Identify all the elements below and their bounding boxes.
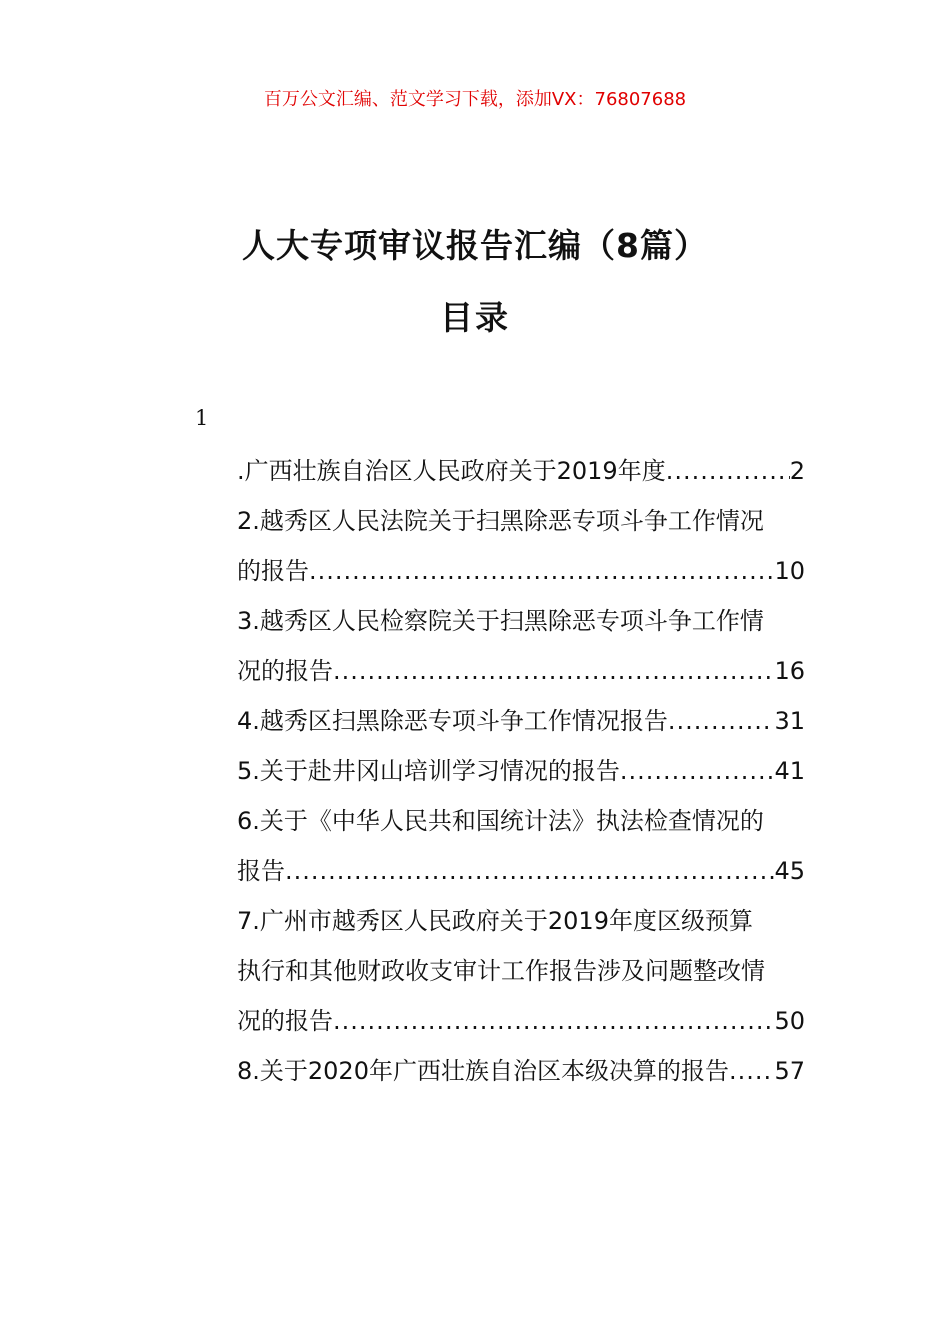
toc-leader-dots — [333, 996, 774, 1046]
toc-entry-text: 况的报告 — [237, 657, 333, 685]
toc-page-number: 57 — [774, 1057, 805, 1085]
toc-entry-7[interactable] — [237, 896, 805, 1046]
toc-entry-3[interactable] — [237, 596, 805, 696]
toc-page-number: 45 — [774, 857, 805, 885]
toc-heading: 目录 — [440, 298, 510, 337]
toc-entry-text: 2.越秀区人民法院关于扫黑除恶专项斗争工作情况 — [237, 507, 764, 535]
toc-entry-text: 8.关于2020年广西壮族自治区本级决算的报告 — [237, 1057, 729, 1085]
toc-leader-dots — [285, 846, 774, 896]
toc-entry-1[interactable] — [237, 446, 805, 496]
toc-page-number: 2 — [789, 457, 805, 485]
toc-entry-text: .广西壮族自治区人民政府关于2019年度 — [237, 457, 666, 485]
toc-entry-text: 况的报告 — [237, 1007, 333, 1035]
toc-leader-dots — [620, 746, 775, 796]
toc-page-number: 31 — [774, 707, 805, 735]
table-of-contents — [237, 446, 805, 1096]
toc-page-number: 16 — [774, 657, 805, 685]
toc-page-number: 50 — [774, 1007, 805, 1035]
toc-entry-text: 7.广州市越秀区人民政府关于2019年度区级预算 — [237, 907, 753, 935]
toc-page-number: 41 — [774, 757, 805, 785]
toc-leader-dots — [309, 546, 774, 596]
toc-leader-dots — [729, 1046, 774, 1096]
document-title: 人大专项审议报告汇编（8篇） — [242, 226, 708, 265]
toc-entry-5[interactable] — [237, 746, 805, 796]
toc-entry-4[interactable] — [237, 696, 805, 746]
toc-entry-2[interactable] — [237, 496, 805, 596]
toc-page-number: 10 — [774, 557, 805, 585]
toc-entry-6[interactable] — [237, 796, 805, 896]
toc-entry-text: 执行和其他财政收支审计工作报告涉及问题整改情 — [237, 957, 765, 985]
toc-leader-dots — [666, 446, 790, 496]
toc-leader-dots — [668, 696, 775, 746]
page-number-marker: 1 — [195, 406, 209, 430]
toc-entry-text: 5.关于赴井冈山培训学习情况的报告 — [237, 757, 620, 785]
toc-entry-8[interactable] — [237, 1046, 805, 1096]
toc-leader-dots — [333, 646, 774, 696]
toc-entry-text: 的报告 — [237, 557, 309, 585]
toc-entry-text: 6.关于《中华人民共和国统计法》执法检查情况的 — [237, 807, 764, 835]
toc-entry-text: 4.越秀区扫黑除恶专项斗争工作情况报告 — [237, 707, 668, 735]
header-note: 百万公文汇编、范文学习下载，添加VX：76807688 — [263, 89, 687, 110]
toc-entry-text: 3.越秀区人民检察院关于扫黑除恶专项斗争工作情 — [237, 607, 764, 635]
toc-entry-text: 报告 — [237, 857, 285, 885]
